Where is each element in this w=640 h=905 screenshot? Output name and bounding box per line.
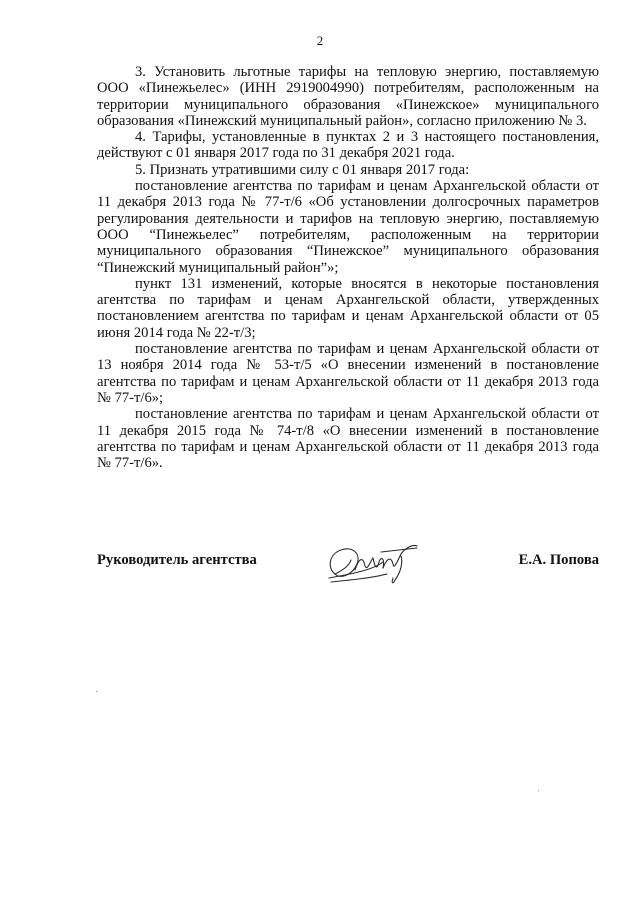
handwritten-signature-icon	[321, 540, 431, 588]
document-body	[97, 64, 599, 471]
paragraph-item-3: 3. Установить льготные тарифы на тепловую энергию, поставляемую ООО «Пинежьелес» (ИНН 2919004990) потребителям, расположенным на территории муниципального образования «Пинежское» муниципального образования «Пинежский муниципальный район», согласно приложению № 3.	[97, 64, 599, 129]
paragraph-item-5: 5. Признать утратившими силу с 01 января 2017 года:	[135, 161, 470, 178]
page-number: 2	[316, 33, 324, 48]
scan-speck	[96, 691, 97, 692]
paragraph-item-4: 4. Тарифы, установленные в пунктах 2 и 3 настоящего постановления, действуют с 01 января 2017 года по 31 декабря 2021 года.	[97, 129, 599, 162]
signature-block	[97, 540, 599, 590]
repealed-act-1: постановление агентства по тарифам и ценам Архангельской области от 11 декабря 2013 года № 77-т/6 «Об установлении долгосрочных параметров регулирования деятельности и тарифов на тепловую энергию, поставляемую ООО “Пинежьелес” потребителям, расположенным на территории муниципального образования “Пинежское” муниципального образования “Пинежский муниципальный район”»;	[97, 178, 599, 276]
repealed-act-4: постановление агентства по тарифам и ценам Архангельской области от 11 декабря 2015 года № 74-т/8 «О внесении изменений в постановление агентства по тарифам и ценам Архангельской области от 11 декабря 2013 года № 77-т/6».	[97, 406, 599, 472]
repealed-act-2: пункт 131 изменений, которые вносятся в некоторые постановления агентства по тарифам и ценам Архангельской области, утвержденных постановлением агентства по тарифам и ценам Архангельской области от 05 июня 2014 года № 22-т/3;	[97, 275, 599, 341]
signer-title: Руководитель агентства	[97, 552, 257, 568]
signer-name: Е.А. Попова	[518, 552, 599, 568]
scan-speck	[538, 790, 539, 791]
repealed-act-3: постановление агентства по тарифам и ценам Архангельской области от 13 ноября 2014 года № 53-т/5 «О внесении изменений в постановление агентства по тарифам и ценам Архангельской области от 11 декабря 2013 года № 77-т/6»;	[97, 341, 599, 406]
